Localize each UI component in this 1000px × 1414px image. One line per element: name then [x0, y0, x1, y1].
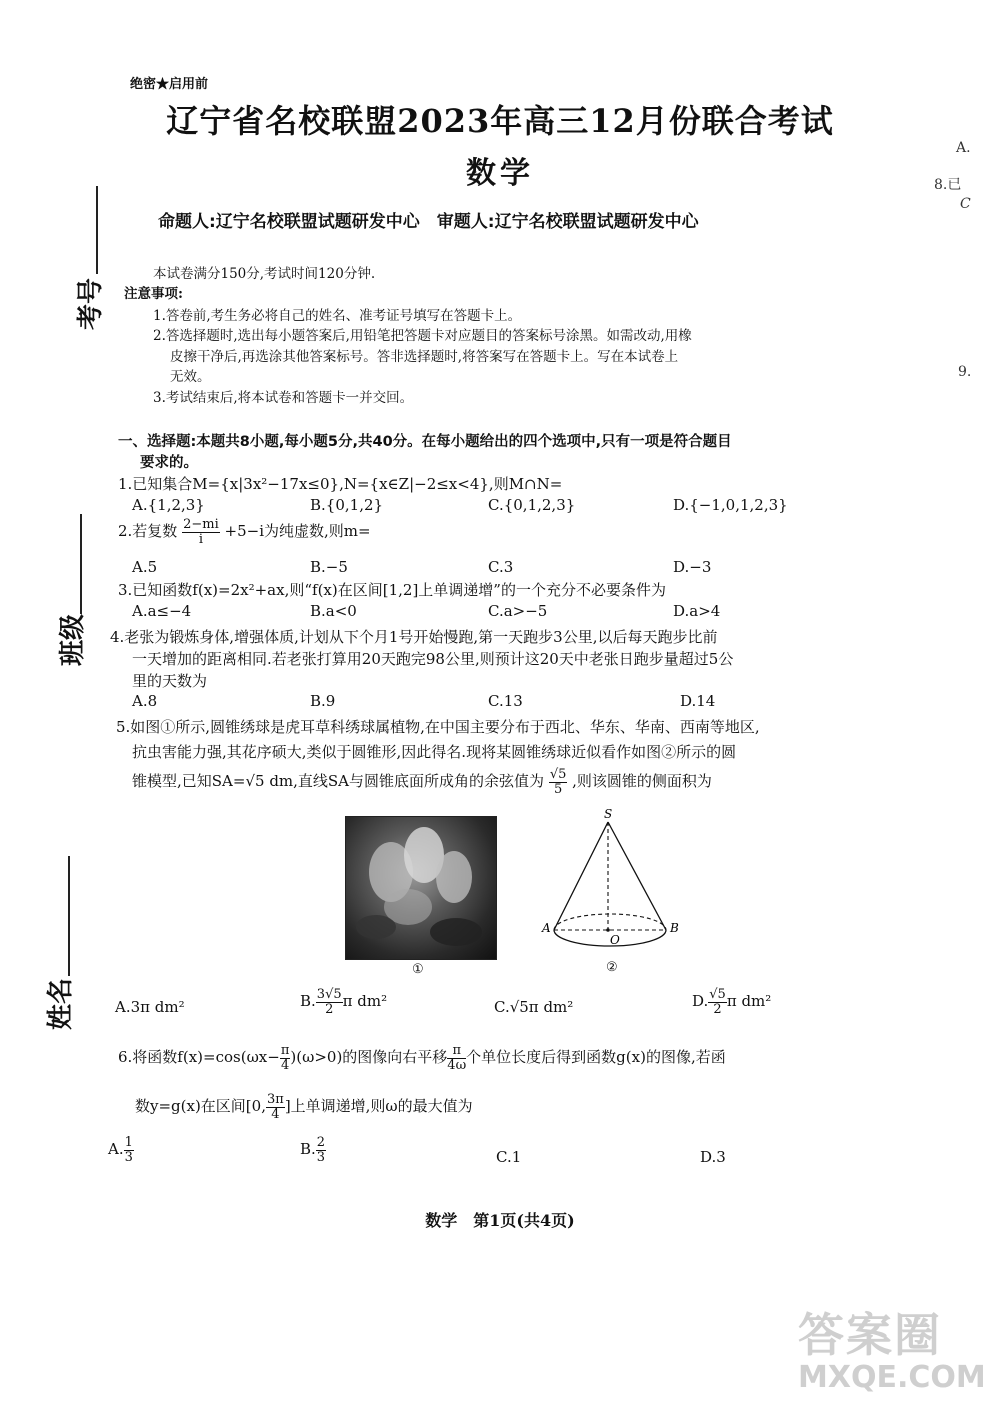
cone-label-a: A: [542, 921, 551, 935]
q1-stem: 1.已知集合M={x|3x²−17x≤0},N={x∈Z|−2≤x<4},则M∩N=: [118, 475, 563, 493]
q5-option-b-den: 2: [325, 1001, 334, 1017]
q5-line3-post: ,则该圆锥的侧面积为: [572, 772, 712, 791]
q2-stem-pre: 2.若复数: [118, 522, 178, 541]
q6-option-b-pre: B.: [300, 1140, 316, 1159]
q4-line2: 一天增加的距离相同.若老张打算用20天跑完98公里,则预计这20天中老张日跑步量超过5公: [132, 650, 734, 668]
exam-no-label: 考号: [76, 277, 106, 330]
q4-option-b: B.9: [310, 692, 336, 710]
q3-stem: 3.已知函数f(x)=2x²+ax,则“f(x)在区间[1,2]上单调递增”的一个充分不必要条件为: [118, 581, 666, 599]
subject-title: 数学: [466, 156, 534, 191]
q6-option-a-den: 3: [124, 1149, 133, 1165]
q6-option-b: [300, 1136, 326, 1164]
exam-no-line: [96, 186, 98, 274]
watermark-logo-text: 答案圈: [798, 1308, 942, 1362]
q5-option-b: [300, 988, 387, 1016]
figure2-caption: ②: [606, 960, 618, 975]
notice-2b: 皮擦干净后,再选涂其他答案标号。答非选择题时,将答案写在答题卡上。写在本试卷上: [170, 349, 679, 365]
edge-fragment-d: 9.: [958, 364, 972, 380]
class-label: 班级: [58, 613, 88, 666]
q2-denominator: i: [198, 531, 203, 547]
q6-line2: [135, 1093, 473, 1121]
q6-shift-den: 4ω: [447, 1057, 467, 1073]
q6-option-b-fraction: [316, 1136, 326, 1164]
q6-option-a: [108, 1136, 134, 1164]
q6-interval-den: 4: [271, 1106, 280, 1122]
q3-option-d: D.a>4: [673, 602, 721, 620]
q5-option-d-post: π dm²: [726, 992, 772, 1011]
q6-phase-den: 4: [280, 1057, 290, 1073]
q5-line3: [132, 768, 712, 796]
q2-option-b: B.−5: [310, 558, 348, 576]
q2-stem: [118, 518, 371, 546]
cone-label-b: B: [670, 921, 679, 935]
q6-interval-num: 3π: [266, 1092, 284, 1107]
notice-title: 注意事项:: [124, 286, 183, 302]
class-line: [80, 514, 82, 614]
q2-numerator: 2−mi: [183, 517, 219, 532]
name-line: [68, 856, 70, 976]
q6-line1-c: 个单位长度后得到函数g(x)的图像,若函: [466, 1048, 726, 1067]
q6-option-b-den: 3: [316, 1149, 326, 1165]
site-watermark: [798, 1308, 986, 1406]
q6-line2-a: 数y=g(x)在区间[0,: [135, 1097, 266, 1116]
cone-label-s: S: [604, 808, 613, 821]
q1-option-b: B.{0,1,2}: [310, 496, 384, 514]
q5-option-b-fraction: [316, 988, 343, 1016]
q3-option-b: B.a<0: [310, 602, 357, 620]
section1-line1: 一、选择题:本题共8小题,每小题5分,共40分。在每小题给出的四个选项中,只有一项是符合题目: [118, 434, 732, 450]
page-footer: 数学 第1页(共4页): [425, 1211, 575, 1230]
q4-option-a: A.8: [132, 692, 158, 710]
q4-line3: 里的天数为: [132, 672, 208, 690]
q6-line2-b: ]上单调递增,则ω的最大值为: [284, 1097, 473, 1116]
q5-option-d-num: √5: [709, 987, 726, 1002]
watermark-url: MXQE.COM: [798, 1360, 986, 1395]
q5-cos-fraction: [549, 768, 568, 796]
q5-option-b-num: 3√5: [316, 987, 342, 1002]
q5-option-b-post: π dm²: [342, 992, 388, 1011]
q6-phase-fraction: [280, 1044, 291, 1072]
q5-option-d-den: 2: [713, 1001, 722, 1017]
q5-line2: 抗虫害能力强,其花序硕大,类似于圆锥形,因此得名.现将某圆锥绣球近似看作如图②所示的圆: [132, 743, 737, 761]
q5-option-d: [692, 988, 771, 1016]
q2-option-c: C.3: [488, 558, 514, 576]
q2-stem-post: +5−i为纯虚数,则m=: [224, 522, 371, 541]
q4-option-c: C.13: [488, 692, 523, 710]
cone-label-o: O: [610, 933, 620, 947]
authors-line: 命题人:辽宁名校联盟试题研发中心 审题人:辽宁名校联盟试题研发中心: [158, 212, 699, 232]
notice-2c: 无效。: [170, 369, 211, 385]
q6-shift-num: π: [447, 1044, 466, 1059]
exam-title: 辽宁省名校联盟2023年高三12月份联合考试: [166, 102, 834, 140]
edge-fragment-b: 8.已: [934, 177, 962, 193]
q5-option-d-fraction: [708, 988, 727, 1016]
cone-diagram: [538, 808, 698, 978]
q6-phase-num: π: [280, 1043, 290, 1058]
notice-2a: 2.答选择题时,选出每小题答案后,用铅笔把答题卡对应题目的答案标号涂黑。如需改动,用橡: [153, 328, 692, 344]
q6-option-c: C.1: [496, 1148, 522, 1166]
q6-line1-b: )(ω>0)的图像向右平移: [290, 1048, 448, 1067]
score-time-line: 本试卷满分150分,考试时间120分钟.: [153, 266, 376, 282]
q6-interval-fraction: [266, 1093, 285, 1121]
confidential-mark: 绝密★启用前: [130, 77, 209, 92]
q2-option-d: D.−3: [673, 558, 712, 576]
figure1-caption: ①: [412, 962, 424, 977]
q6-line1: [118, 1044, 726, 1072]
hydrangea-photo: [345, 816, 497, 960]
q6-option-b-num: 2: [316, 1135, 326, 1150]
q3-option-c: C.a>−5: [488, 602, 548, 620]
hydrangea-shapes: [346, 817, 496, 959]
q5-cos-denominator: 5: [553, 781, 563, 797]
q6-line1-a: 6.将函数f(x)=cos(ωx−: [118, 1048, 280, 1067]
q4-line1: 4.老张为锻炼身体,增强体质,计划从下个月1号开始慢跑,第一天跑步3公里,以后每天跑步比前: [110, 628, 718, 646]
q4-option-d: D.14: [680, 692, 716, 710]
q1-option-a: A.{1,2,3}: [132, 496, 205, 514]
q5-line3-pre: 锥模型,已知SA=√5 dm,直线SA与圆锥底面所成角的余弦值为: [132, 772, 545, 791]
q5-option-b-pre: B.: [300, 992, 316, 1011]
name-label: 姓名: [46, 977, 76, 1030]
q3-option-a: A.a≤−4: [132, 602, 192, 620]
q6-option-d: D.3: [700, 1148, 726, 1166]
q6-option-a-pre: A.: [108, 1140, 124, 1159]
q6-option-a-num: 1: [124, 1135, 133, 1150]
edge-fragment-a: A.: [956, 140, 971, 156]
q1-option-d: D.{−1,0,1,2,3}: [673, 496, 788, 514]
q2-option-a: A.5: [132, 558, 158, 576]
q6-option-a-fraction: [124, 1136, 134, 1164]
section1-line2: 要求的。: [140, 455, 198, 471]
q2-fraction: [182, 518, 220, 546]
edge-fragment-c: C: [960, 196, 971, 212]
q5-option-a: A.3π dm²: [115, 998, 185, 1016]
notice-3: 3.考试结束后,将本试卷和答题卡一并交回。: [153, 390, 414, 406]
notice-1: 1.答卷前,考生务必将自己的姓名、准考证号填写在答题卡上。: [153, 308, 522, 324]
q5-line1: 5.如图①所示,圆锥绣球是虎耳草科绣球属植物,在中国主要分布于西北、华东、华南、西南等地区,: [116, 718, 760, 736]
q1-option-c: C.{0,1,2,3}: [488, 496, 576, 514]
q5-option-d-pre: D.: [692, 992, 709, 1011]
q6-shift-fraction: [447, 1044, 466, 1072]
q5-option-c: C.√5π dm²: [494, 998, 574, 1016]
q5-cos-numerator: √5: [549, 767, 567, 782]
